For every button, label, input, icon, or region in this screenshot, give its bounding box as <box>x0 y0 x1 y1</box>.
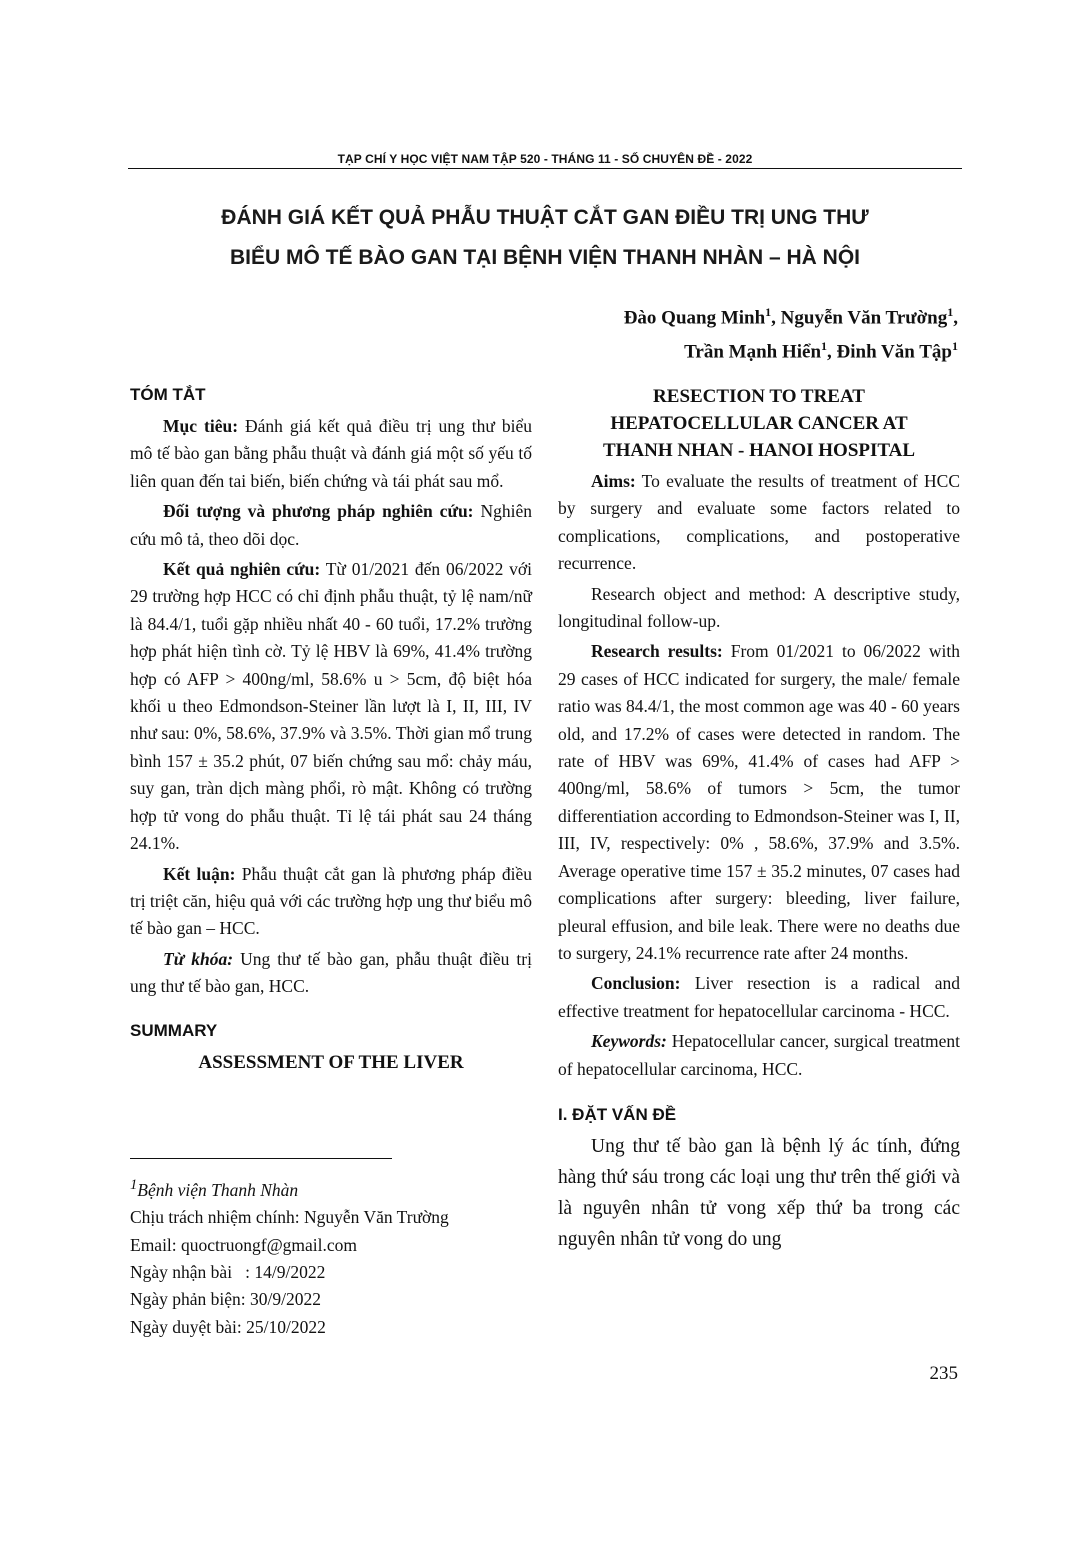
author-list <box>624 298 958 367</box>
en-results-label: Research results: <box>591 641 723 662</box>
date-reviewed: Ngày phản biện: 30/9/2022 <box>130 1289 322 1310</box>
abstract-conclusion <box>130 861 532 943</box>
subjects-label: Đối tượng và phương pháp nghiên cứu: <box>163 501 474 522</box>
abstract-objective <box>130 413 532 495</box>
aims-label: Aims: <box>591 471 636 491</box>
english-title-line-3: THANH NHAN - HANOI HOSPITAL <box>602 440 916 461</box>
title-line-1: ĐÁNH GIÁ KẾT QUẢ PHẪU THUẬT CẮT GAN ĐIỀU TRỊ UNG THƯ <box>221 206 869 229</box>
results-label: Kết quả nghiên cứu: <box>163 559 321 580</box>
en-keywords-text: Hepatocellular cancer, surgical treatment of hepatocellular carcinoma, HCC. <box>558 1031 960 1079</box>
date-received: Ngày nhận bài : 14/9/2022 <box>130 1262 326 1283</box>
affiliation-mark: 1 <box>765 305 772 319</box>
article-title <box>128 198 962 278</box>
abstract-subjects <box>130 498 532 553</box>
keywords-text: Ung thư tế bào gan, phẫu thuật điều trị ung thư tế bào gan, HCC. <box>130 948 532 997</box>
english-title-line-1: RESECTION TO TREAT <box>653 386 865 407</box>
en-conclusion-label: Conclusion: <box>591 973 681 994</box>
aims-text: To evaluate the results of treatment of HCC by surgery and evaluate some factors related to complications, complications, and postoperative recurrence. <box>558 471 960 574</box>
objective-label: Mục tiêu: <box>163 416 239 436</box>
english-title-start: ASSESSMENT OF THE LIVER <box>198 1051 464 1073</box>
title-line-2: BIỂU MÔ TẾ BÀO GAN TẠI BỆNH VIỆN THANH NHÀN – HÀ NỘI <box>229 246 861 269</box>
affiliation-mark: 1 <box>821 339 828 354</box>
section-1-heading: I. ĐẶT VẤN ĐỀ <box>558 1104 677 1124</box>
english-title-line-2: HEPATOCELLULAR CANCER AT <box>610 413 908 434</box>
header-rule <box>128 168 962 169</box>
en-conclusion-text: Liver resection is a radical and effective treatment for hepatocellular carcinoma - HCC. <box>558 973 960 1021</box>
page-number: 235 <box>929 1363 958 1384</box>
keywords-label: Từ khóa: <box>163 948 234 969</box>
author-separator: , <box>771 307 781 329</box>
author-line-2 <box>624 332 958 366</box>
responsible-author: Chịu trách nhiệm chính: Nguyễn Văn Trường <box>130 1207 449 1228</box>
summary-conclusion <box>558 970 960 1025</box>
author-name: Trần Mạnh Hiển <box>684 341 822 363</box>
objective-text: Đánh giá kết quả điều trị ung thư biểu mô tế bào gan bằng phẫu thuật và đánh giá một số yếu tố liên quan đến tai biến, biến chứng và tái phát sau mổ. <box>130 416 532 491</box>
english-title <box>558 383 960 464</box>
footnotes <box>130 1172 530 1341</box>
results-text: Từ 01/2021 đến 06/2022 với 29 trường hợp HCC có chỉ định phẫu thuật, tỷ lệ nam/nữ là 84.4/1, tuổi gặp nhiều nhất 40 - 60 tuổi, 17.2% trường hợp phát hiện tình cờ. Tỷ lệ HBV là 69%, 41.4% trường hợp có AFP > 400ng/ml, 58.6% u > 5cm, độ biệt hóa khối u theo Edmondson-Steiner lần lượt là I, II, III, IV như sau: 0%, 58.6%, 37.9% và 3.5%. Thời gian mổ trung bình 157 ± 35.2 phút, 07 biến chứng sau mổ: chảy máu, suy gan, tràn dịch màng phổi, rò mật. Không có trường hợp tử vong do phẫu thuật. Tỉ lệ tái phát sau 24 tháng 24.1%. <box>130 559 532 854</box>
journal-header: TẠP CHÍ Y HỌC VIỆT NAM TẬP 520 - THÁNG 11 - SỐ CHUYÊN ĐỀ - 2022 <box>337 152 753 166</box>
conclusion-text: Phẫu thuật cắt gan là phương pháp điều trị triệt căn, hiệu quả với các trường hợp ung thư biểu mô tế bào gan – HCC. <box>130 863 532 939</box>
subjects-text: Nghiên cứu mô tả, theo dõi dọc. <box>130 501 532 549</box>
summary-aims <box>558 468 960 578</box>
date-approved: Ngày duyệt bài: 25/10/2022 <box>130 1316 326 1337</box>
right-column <box>558 383 960 1255</box>
affiliation-note <box>130 1172 530 1204</box>
left-column <box>130 383 532 1077</box>
author-separator: , <box>953 307 958 329</box>
contact-email: Email: quoctruongf@gmail.com <box>130 1234 358 1255</box>
conclusion-label: Kết luận: <box>163 863 236 884</box>
affiliation-mark: 1 <box>952 339 958 354</box>
author-name: Đào Quang Minh <box>623 307 766 329</box>
summary-heading: SUMMARY <box>130 1020 218 1040</box>
summary-keywords <box>558 1028 960 1083</box>
summary-method: Research object and method: A descriptive study, longitudinal follow-up. <box>558 583 960 632</box>
abstract-keywords <box>130 946 532 1001</box>
en-keywords-label: Keywords: <box>591 1031 667 1052</box>
footnote-rule <box>130 1158 392 1159</box>
summary-results <box>558 638 960 967</box>
author-line-1 <box>624 298 958 332</box>
author-name: Đinh Văn Tập <box>836 341 952 363</box>
author-name: Nguyễn Văn Trường <box>780 307 948 329</box>
abstract-heading-vi: TÓM TẮT <box>130 385 206 404</box>
affiliation-name: Bệnh viện Thanh Nhàn <box>137 1179 299 1200</box>
en-results-text: From 01/2021 to 06/2022 with 29 cases of HCC indicated for surgery, the male/ female ratio was 84.4/1, the most common age was 40 - 60 years old, and 17.2% of cases were detected in random. The rate of HBV was 69%, 41.4% of cases had AFP > 400ng/ml, 58.6% of tumors > 5cm, the tumor differentiation according to Edmondson-Steiner was I, II, III, IV, respectively: 0% , 58.6%, 37.9% and 3.5%. Average operative time 157 ± 35.2 minutes, 07 cases had complications after surgery: bleeding, liver failure, pleural effusion, and bile leak. There were no deaths due to surgery, 24.1% recurrence rate after 24 months. <box>558 641 960 963</box>
author-separator: , <box>827 341 837 363</box>
affiliation-note-mark: 1 <box>130 1177 138 1193</box>
section-1-body: Ung thư tế bào gan là bệnh lý ác tính, đứng hàng thứ sáu trong các loại ung thư trên thế giới và là nguyên nhân tử vong xếp thứ ba trong các nguyên nhân tử vong do ung <box>558 1135 960 1250</box>
affiliation-mark: 1 <box>947 305 954 319</box>
abstract-results <box>130 556 532 857</box>
